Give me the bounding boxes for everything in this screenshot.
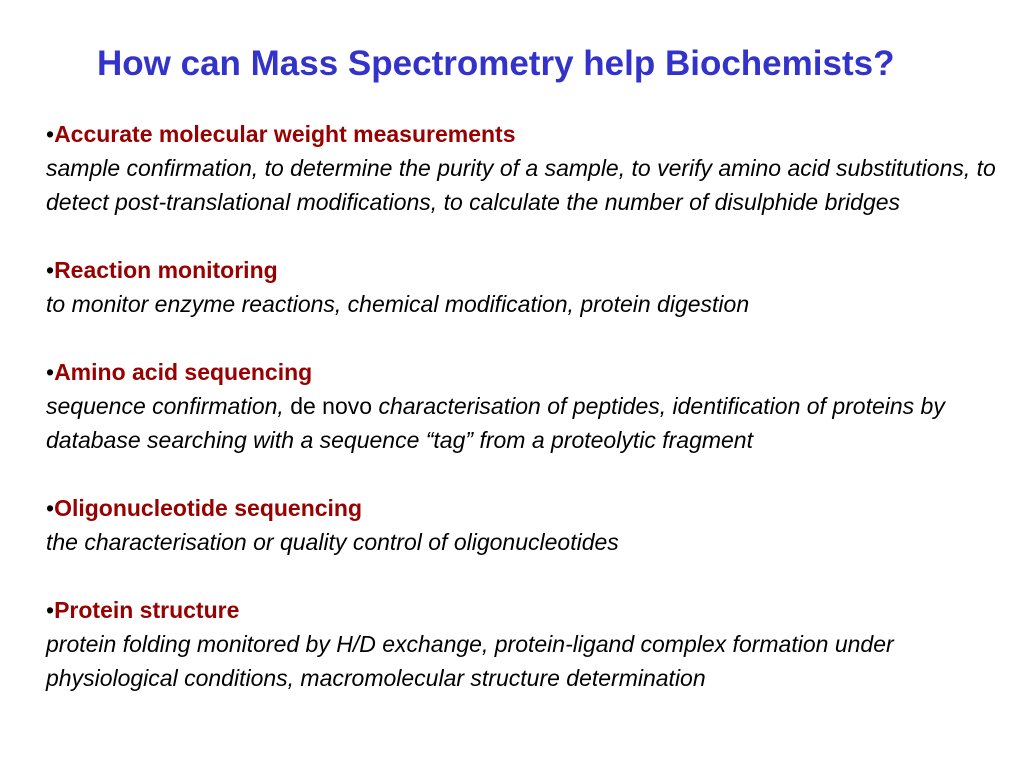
bullet-heading-text: Oligonucleotide sequencing [54, 495, 363, 521]
bullet-glyph: • [46, 257, 55, 283]
bullet-description: the characterisation or quality control of oligonucleotides [46, 529, 619, 555]
description-part-2: characterisation of peptides, identification of proteins by database searching with a sequence “tag” from a proteolytic fragment [46, 393, 945, 453]
bullet-heading [46, 253, 1021, 287]
bullet-item-oligonucleotide-sequencing [46, 491, 1021, 559]
bullet-heading-text: Reaction monitoring [54, 257, 278, 283]
bullet-list [46, 117, 1021, 695]
bullet-heading [46, 117, 1021, 151]
description-part-1: sequence confirmation, [46, 393, 291, 419]
bullet-description: sample confirmation, to determine the purity of a sample, to verify amino acid substitutions, to detect post-translational modifications, to calculate the number of disulphide bridges [46, 155, 996, 215]
bullet-heading [46, 355, 1021, 389]
bullet-item-protein-structure [46, 593, 1021, 695]
bullet-item-molecular-weight [46, 117, 1021, 219]
bullet-heading-text: Amino acid sequencing [54, 359, 313, 385]
bullet-description: protein folding monitored by H/D exchange, protein-ligand complex formation under physiological conditions, macromolecular structure determination [46, 631, 894, 691]
bullet-glyph: • [46, 121, 55, 147]
bullet-description [46, 389, 1021, 457]
bullet-item-reaction-monitoring [46, 253, 1021, 321]
description-de-novo: de novo [290, 393, 373, 419]
bullet-heading-text: Protein structure [54, 597, 240, 623]
bullet-heading [46, 593, 1021, 627]
bullet-glyph: • [46, 359, 55, 385]
bullet-heading [46, 491, 1021, 525]
bullet-glyph: • [46, 495, 55, 521]
bullet-heading-text: Accurate molecular weight measurements [54, 121, 516, 147]
slide-title: How can Mass Spectrometry help Biochemists? [97, 44, 895, 83]
bullet-description: to monitor enzyme reactions, chemical modification, protein digestion [46, 291, 750, 317]
bullet-glyph: • [46, 597, 55, 623]
bullet-item-amino-acid-sequencing [46, 355, 1021, 457]
